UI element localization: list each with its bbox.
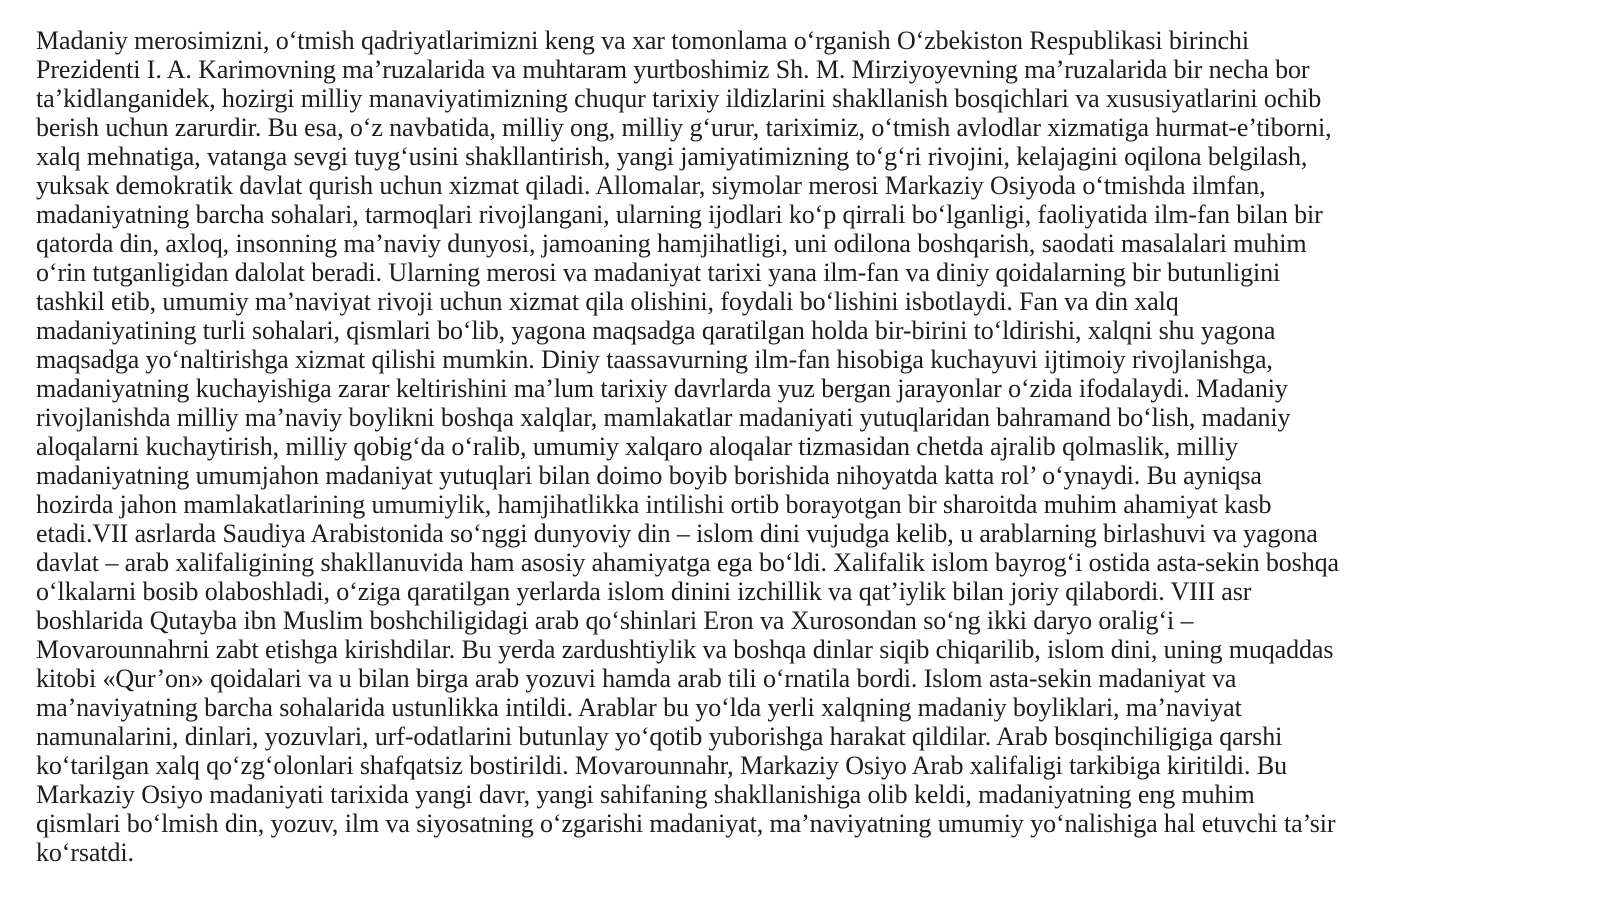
- body-paragraph: [36, 26, 1570, 867]
- text-line: madaniyatning barcha sohalari, tarmoqlari rivojlangani, ularning ijodlari ko‘p qirrali bo‘lganligi, faoliyatida ilm-fan bilan bir: [36, 200, 1323, 229]
- text-line: namunalarini, dinlari, yozuvlari, urf-odatlarini butunlay yo‘qotib yuborishga harakat qildilar. Arab bosqinchiligiga qarshi: [36, 722, 1283, 751]
- text-line: ma’naviyatning barcha sohalarida ustunlikka intildi. Arablar bu yo‘lda yerli xalqning madaniy boyliklari, ma’naviyat: [36, 693, 1242, 722]
- text-line: kitobi «Qur’on» qoidalari va u bilan birga arab yozuvi hamda arab tili o‘rnatila bordi. Islom asta-sekin madaniyat va: [36, 664, 1237, 693]
- text-line: yuksak demokratik davlat qurish uchun xizmat qiladi. Allomalar, siymolar merosi Markaziy Osiyoda o‘tmishda ilmfan,: [36, 171, 1266, 200]
- text-line: aloqalarni kuchaytirish, milliy qobig‘da o‘ralib, umumiy xalqaro aloqalar tizmasidan chetda ajralib qolmaslik, milliy: [36, 432, 1239, 461]
- text-line: davlat – arab xalifaligining shakllanuvida ham asosiy ahamiyatga ega bo‘ldi. Xalifalik islom bayrog‘i ostida asta-sekin boshqa: [36, 548, 1339, 577]
- text-line: Prezidenti I. A. Karimovning ma’ruzalarida va muhtaram yurtboshimiz Sh. M. Mirziyoyevning ma’ruzalarida bir necha bor: [36, 55, 1310, 84]
- text-line: boshlarida Qutayba ibn Muslim boshchiligidagi arab qo‘shinlari Eron va Xurosondan so‘ng ikki daryo oralig‘i –: [36, 606, 1194, 635]
- text-line: etadi.VII asrlarda Saudiya Arabistonida so‘nggi dunyoviy din – islom dini vujudga kelib, u arablarning birlashuvi va yagona: [36, 519, 1318, 548]
- text-line: ko‘rsatdi.: [36, 838, 134, 867]
- text-line: maqsadga yo‘naltirishga xizmat qilishi mumkin. Diniy taassavurning ilm-fan hisobiga kuchayuvi ijtimoiy rivojlanishga,: [36, 345, 1273, 374]
- text-line: ko‘tarilgan xalq qo‘zg‘olonlari shafqatsiz bostirildi. Movarounnahr, Markaziy Osiyo Arab xalifaligi tarkibiga kiritildi. Bu: [36, 751, 1287, 780]
- text-line: Markaziy Osiyo madaniyati tarixida yangi davr, yangi sahifaning shakllanishiga olib keldi, madaniyatning eng muhim: [36, 780, 1255, 809]
- text-line: madaniyatning umumjahon madaniyat yutuqlari bilan doimo boyib borishida nihoyatda katta rol’ o‘ynaydi. Bu ayniqsa: [36, 461, 1262, 490]
- text-line: Movarounnahrni zabt etishga kirishdilar. Bu yerda zardushtiylik va boshqa dinlar siqib chiqarilib, islom dini, uning muqaddas: [36, 635, 1334, 664]
- text-line: qatorda din, axloq, insonning ma’naviy dunyosi, jamoaning hamjihatligi, uni odilona boshqarish, saodati masalalari muhim: [36, 229, 1307, 258]
- text-line: hozirda jahon mamlakatlarining umumiylik, hamjihatlikka intilishi ortib borayotgan bir sharoitda muhim ahamiyat kasb: [36, 490, 1272, 519]
- text-line: tashkil etib, umumiy ma’naviyat rivoji uchun xizmat qila olishini, foydali bo‘lishini isbotlaydi. Fan va din xalq: [36, 287, 1179, 316]
- text-line: rivojlanishda milliy ma’naviy boylikni boshqa xalqlar, mamlakatlar madaniyati yutuqlaridan bahramand bo‘lish, madaniy: [36, 403, 1291, 432]
- text-line: o‘rin tutganligidan dalolat beradi. Ularning merosi va madaniyat tarixi yana ilm-fan va diniy qoidalarning bir butunligini: [36, 258, 1281, 287]
- text-line: o‘lkalarni bosib olaboshladi, o‘ziga qaratilgan yerlarda islom dinini izchillik va qat’iylik bilan joriy qilabordi. VIII asr: [36, 577, 1252, 606]
- text-line: Madaniy merosimizni, o‘tmish qadriyatlarimizni keng va xar tomonlama o‘rganish O‘zbekiston Respublikasi birinchi: [36, 26, 1249, 55]
- text-line: ta’kidlanganidek, hozirgi milliy manaviyatimizning chuqur tarixiy ildizlarini shakllanish bosqichlari va xususiyatlarini ochib: [36, 84, 1322, 113]
- text-line: xalq mehnatiga, vatanga sevgi tuyg‘usini shakllantirish, yangi jamiyatimizning to‘g‘ri rivojini, kelajagini oqilona belgilash,: [36, 142, 1308, 171]
- text-line: madaniyatining turli sohalari, qismlari bo‘lib, yagona maqsadga qaratilgan holda bir-birini to‘ldirishi, xalqni shu yagona: [36, 316, 1276, 345]
- text-line: qismlari bo‘lmish din, yozuv, ilm va siyosatning o‘zgarishi madaniyat, ma’naviyatning umumiy yo‘nalishiga hal etuvchi ta’sir: [36, 809, 1336, 838]
- text-line: madaniyatning kuchayishiga zarar keltirishini ma’lum tarixiy davrlarda yuz bergan jarayonlar o‘zida ifodalaydi. Madaniy: [36, 374, 1288, 403]
- text-line: berish uchun zarurdir. Bu esa, o‘z navbatida, milliy ong, milliy g‘urur, tariximiz, o‘tmish avlodlar xizmatiga hurmat-e’tiborni,: [36, 113, 1332, 142]
